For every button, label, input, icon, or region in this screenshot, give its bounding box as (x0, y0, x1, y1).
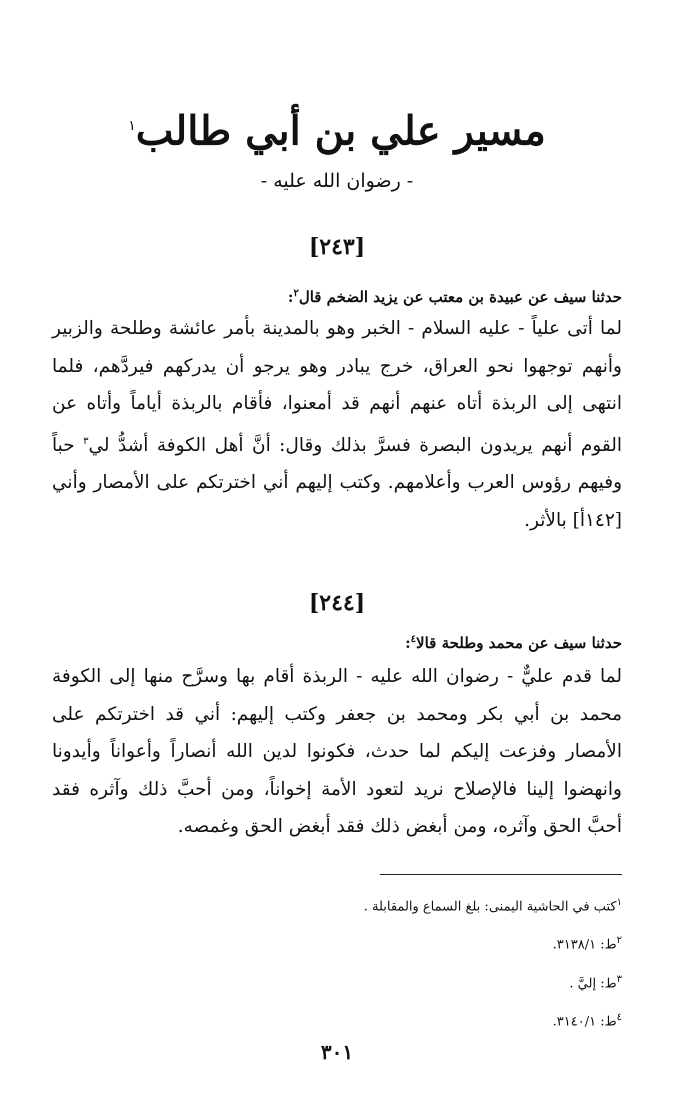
isnad-244-colon: : (405, 634, 411, 652)
isnad-243-text: حدثنا سيف عن عبيدة بن معتب عن يزيد الضخم قال (298, 288, 622, 306)
isnad-244 (52, 628, 622, 655)
footnote-3-text: ط: إليَّ . (569, 975, 617, 991)
chapter-title-footnote-marker[interactable]: ١ (128, 118, 136, 134)
footnote-4-text: ط: ٣١٤٠/١. (552, 1014, 617, 1030)
footnote-4 (52, 1001, 622, 1039)
footnote-3-number: ٣ (616, 973, 622, 985)
narration-243 (52, 310, 622, 539)
narration-243-footnote-marker[interactable]: ٣ (83, 435, 89, 447)
footnote-1-number: ١ (616, 897, 622, 908)
footnote-1 (52, 886, 622, 924)
footnote-2-text: ط: ٣١٣٨/١. (552, 937, 617, 953)
narration-243-text-part1: لما أتى علياً - عليه السلام - الخبر وهو بالمدينة بأمر عائشة وطلحة والزبير وأنهم توجهوا نحو العراق، خرج يبادر وهو يرجو أن يدركهم فيردَّهم، فلما انتهى إلى الربذة أتاه عنهم أنهم قد أمعنوا، فأقام بالربذة أياماً وأتاه عن القوم أنهم يريدون البصرة فسرَّ بذلك وقال: أنَّ أهل الكوفة أشدُّ لي (52, 318, 622, 456)
section-number-244: [٢٤٤] (308, 590, 366, 616)
chapter-subtitle: - رضوان الله عليه - (260, 170, 414, 192)
isnad-244-footnote-marker[interactable]: ٤ (410, 634, 417, 645)
page-number: ٣٠١ (320, 1040, 354, 1064)
chapter-title (60, 98, 614, 159)
footnote-3 (52, 963, 622, 1001)
narration-244 (52, 658, 622, 846)
footnote-2-number: ٢ (616, 935, 622, 947)
narration-244-text: لما قدم عليٌّ - رضوان الله عليه - الربذة أقام بها وسرَّح منها إلى الكوفة محمد بن أبي بكر ومحمد بن جعفر وكتب إليهم: أني قد اخترتكم على الأمصار وفزعت إليكم لما حدث، فكونوا لدين الله أنصاراً وأعواناً وأيدونا وانهضوا إلينا فالإصلاح نريد لتعود الأمة إخواناً، ومن أحبَّ ذلك وآثره فقد أحبَّ الحق وآثره، ومن أبغض ذلك فقد أبغض الحق وغمصه. (52, 666, 622, 837)
footnotes (52, 886, 622, 1039)
footnote-1-text: كتب في الحاشية اليمنى: بلغ السماع والمقابلة . (363, 899, 617, 915)
isnad-244-text: حدثنا سيف عن محمد وطلحة قالا (416, 634, 622, 652)
chapter-title-text: مسير علي بن أبي طالب (135, 107, 546, 155)
footnote-divider (380, 874, 622, 875)
isnad-243-footnote-marker[interactable]: ٢ (293, 288, 299, 299)
isnad-243 (52, 282, 622, 309)
footnote-4-number: ٤ (616, 1011, 622, 1023)
section-number-243: [٢٤٣] (308, 234, 366, 260)
isnad-243-colon: : (287, 288, 294, 306)
narration-243-text-part2: حباً وفيهم رؤوس العرب وأعلامهم. وكتب إليهم أني اخترتكم على الأمصار وأني [١٤٢أ] بالأثر. (52, 434, 622, 531)
footnote-2 (52, 924, 622, 962)
